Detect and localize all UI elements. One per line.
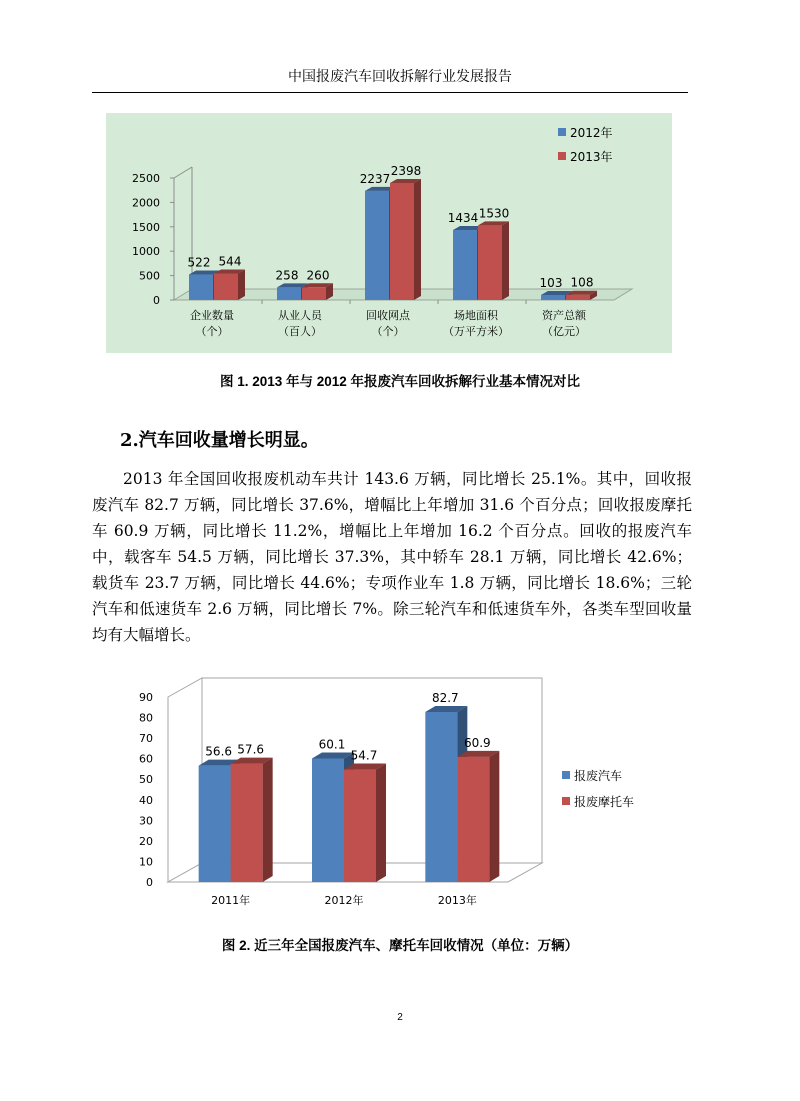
y-tick-label: 90 bbox=[139, 691, 153, 704]
bar-1-0 bbox=[231, 764, 263, 882]
bar-0-2 bbox=[425, 712, 457, 882]
category-label: 回收网点 bbox=[366, 309, 410, 322]
y-tick-label: 50 bbox=[139, 773, 153, 787]
legend-label: 2012年 bbox=[570, 126, 613, 140]
data-label: 57.6 bbox=[237, 742, 265, 757]
y-tick-label: 30 bbox=[139, 814, 153, 828]
bar-1-1 bbox=[344, 770, 376, 882]
y-tick-label: 1500 bbox=[132, 220, 160, 234]
category-label: （个） bbox=[371, 325, 405, 338]
figure-1-chart bbox=[106, 113, 672, 353]
page-number: 2 bbox=[397, 1012, 403, 1023]
y-tick-label: 1000 bbox=[132, 245, 160, 259]
category-label: （个） bbox=[195, 325, 229, 338]
data-label: 260 bbox=[306, 268, 330, 283]
bar-1-3 bbox=[478, 225, 502, 300]
data-label: 1530 bbox=[478, 206, 510, 221]
data-label: 108 bbox=[570, 275, 594, 290]
data-label: 2237 bbox=[359, 171, 391, 186]
figure-1-svg bbox=[106, 113, 672, 353]
bar-1-0-side bbox=[263, 758, 273, 882]
y-tick-label: 500 bbox=[139, 269, 160, 283]
legend-label: 报废汽车 bbox=[574, 769, 623, 783]
category-label: 从业人员 bbox=[278, 309, 322, 322]
y-tick-label: 60 bbox=[139, 752, 153, 766]
legend-label: 报废摩托车 bbox=[574, 795, 635, 809]
bar-1-2 bbox=[457, 757, 489, 882]
y-tick-label: 20 bbox=[139, 834, 153, 848]
bar-0-2 bbox=[365, 191, 389, 300]
figure-2-caption: 图 2. 近三年全国报废汽车、摩托车回收情况（单位：万辆） bbox=[221, 938, 579, 953]
bar-0-0 bbox=[189, 275, 213, 300]
figure-2-chart bbox=[128, 662, 662, 910]
data-label: 82.7 bbox=[431, 691, 459, 706]
category-label: （万平方米） bbox=[443, 325, 509, 338]
legend-label: 2013年 bbox=[570, 150, 613, 164]
bar-0-1 bbox=[277, 287, 301, 300]
bar-1-0 bbox=[214, 273, 238, 300]
bar-1-0-side bbox=[238, 269, 245, 300]
figure-1-caption: 图 1. 2013 年与 2012 年报废汽车回收拆解行业基本情况对比 bbox=[219, 374, 581, 389]
side-wall bbox=[168, 678, 202, 882]
category-label: （亿元） bbox=[542, 325, 586, 338]
category-label: 2013年 bbox=[437, 894, 477, 907]
data-label: 103 bbox=[539, 275, 563, 290]
bar-1-1-side bbox=[376, 764, 386, 882]
legend-swatch bbox=[562, 771, 570, 779]
legend-swatch bbox=[558, 152, 566, 160]
category-label: 资产总额 bbox=[542, 309, 586, 322]
y-tick-label: 2500 bbox=[132, 172, 160, 185]
data-label: 54.7 bbox=[350, 748, 378, 763]
data-label: 60.1 bbox=[318, 737, 346, 752]
bar-1-1 bbox=[302, 287, 326, 300]
bar-1-2-side bbox=[489, 751, 499, 882]
bar-0-1 bbox=[312, 758, 344, 882]
bar-0-4 bbox=[541, 295, 565, 300]
bar-0-0 bbox=[199, 766, 231, 882]
legend-swatch bbox=[558, 128, 566, 136]
figure-2-svg bbox=[128, 662, 662, 910]
data-label: 258 bbox=[275, 268, 299, 283]
category-label: 2011年 bbox=[211, 894, 251, 907]
legend-swatch bbox=[562, 797, 570, 805]
data-label: 2398 bbox=[390, 163, 422, 178]
y-tick-label: 70 bbox=[139, 732, 153, 746]
data-label: 1434 bbox=[447, 211, 479, 226]
header-divider bbox=[92, 92, 688, 93]
bar-1-4 bbox=[566, 295, 590, 300]
category-label: （百人） bbox=[278, 325, 322, 338]
data-label: 522 bbox=[187, 255, 211, 270]
bar-1-2 bbox=[390, 183, 414, 300]
category-label: 企业数量 bbox=[190, 309, 234, 322]
axis-depth-top bbox=[174, 167, 192, 178]
y-tick-label: 2000 bbox=[132, 196, 160, 210]
y-tick-label: 10 bbox=[139, 855, 153, 869]
section-paragraph: 2013 年全国回收报废机动车共计 143.6 万辆，同比增长 25.1%。其中，回收报废汽车 82.7 万辆，同比增长 37.6%，增幅比上年增加 31.6 个百分点；回收报废摩托车 60.9 万辆，同比增长 11.2%，增幅比上年增加 16.2 个百分点。回收的报废汽车中，载客车 54.5 万辆，同比增长 37.3%，其中轿车 28.1 万辆，同比增长 42.6%；载货车 23.7 万辆，同比增长 44.6%；专项作业车 1.8 万辆，同比增长 18.6%；三轮汽车和低速货车 2.6 万辆，同比增长 7%。除三轮汽车和低速货车外，各类车型回收量均有大幅增长。 bbox=[92, 470, 692, 644]
bar-0-3 bbox=[453, 230, 477, 300]
y-tick-label: 40 bbox=[139, 793, 153, 807]
category-label: 2012年 bbox=[324, 894, 364, 907]
data-label: 56.6 bbox=[205, 744, 233, 759]
category-label: 场地面积 bbox=[454, 309, 498, 322]
data-label: 60.9 bbox=[463, 735, 491, 750]
page-header-title: 中国报废汽车回收拆解行业发展报告 bbox=[288, 69, 512, 85]
bar-1-3-side bbox=[502, 221, 509, 300]
y-tick-label: 0 bbox=[146, 876, 153, 889]
data-label: 544 bbox=[218, 254, 242, 269]
section-heading: 2.汽车回收量增长明显。 bbox=[120, 430, 319, 451]
bar-1-2-side bbox=[414, 179, 421, 300]
y-tick-label: 80 bbox=[139, 711, 153, 725]
y-tick-label: 0 bbox=[153, 294, 160, 307]
